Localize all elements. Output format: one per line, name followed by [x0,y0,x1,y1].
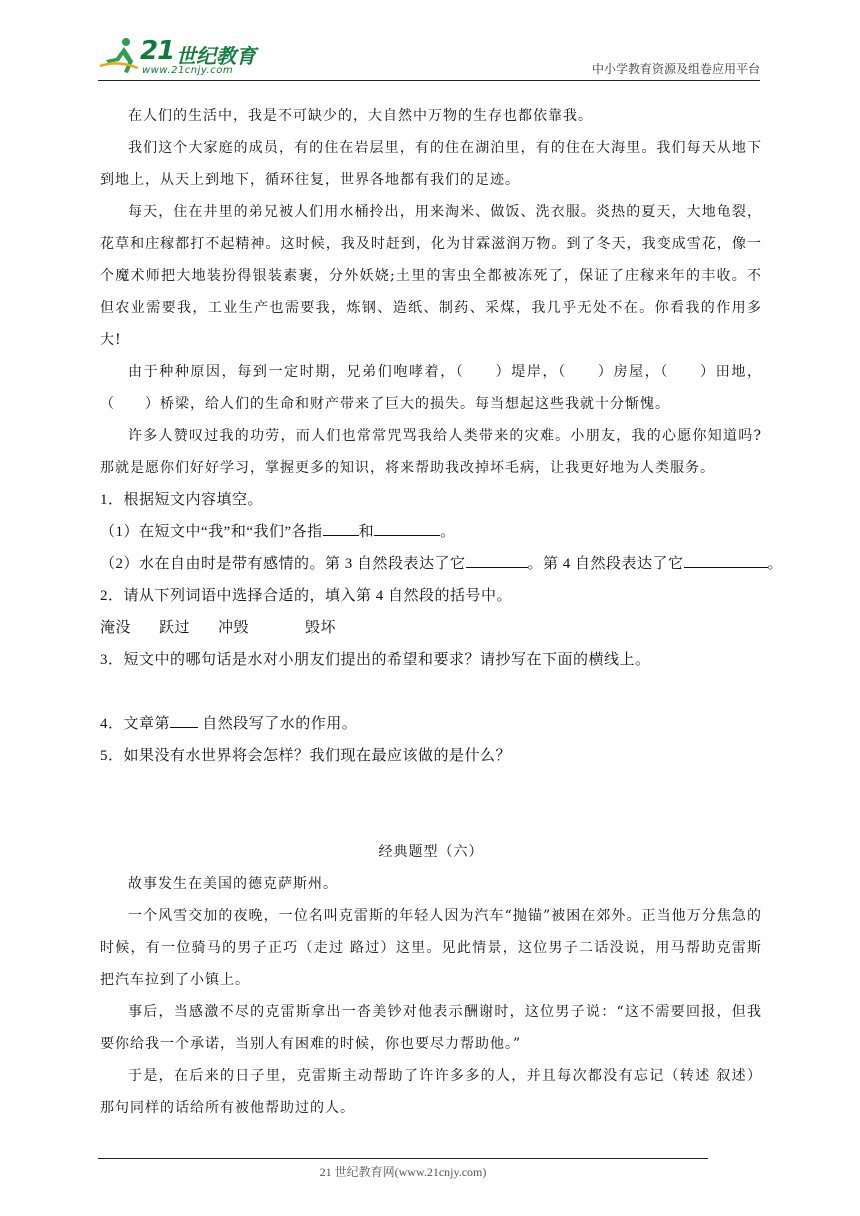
document-body [100,100,784,1124]
logo-url: www.21cnjy.com [142,65,234,76]
answer-blank[interactable] [466,553,528,568]
question-1-2-end: 。 [767,556,784,572]
answer-blank[interactable] [374,521,440,536]
passage-paragraph-2: 我们这个大家庭的成员，有的住在岩层里，有的住在湖泊里，有的住在大海里。我们每天从地下到地上，从天上到地下，循环往复，世界各地都有我们的足迹。 [100,140,762,188]
header-platform-text: 中小学教育资源及组卷应用平台 [591,62,760,76]
answer-blank[interactable] [170,713,198,728]
page-header [98,34,760,80]
question-1: 1．根据短文内容填空。 [100,492,264,508]
word-choices [100,612,762,644]
question-5: 5．如果没有水世界将会怎样？我们现在最应该做的是什么？ [100,748,512,764]
passage-paragraph-5: 许多人赞叹过我的功劳，而人们也常常咒骂我给人类带来的灾难。小朋友，我的心愿你知道吗?那就是愿你们好好学习，掌握更多的知识，将来帮助我改掉坏毛病，让我更好地为人类服务。 [100,428,762,476]
header-divider [98,80,760,81]
logo [98,34,268,80]
question-4-text: 4．文章第 [100,716,171,732]
logo-number: 21 [140,36,175,66]
passage-paragraph-3: 每天，住在井里的弟兄被人们用水桶拎出，用来淘米、做饭、洗衣服。炎热的夏天，大地龟裂，花草和庄稼都打不起精神。这时候，我及时赶到，化为甘霖滋润万物。到了冬天，我变成雪花，像一个魔术师把大地装扮得银装素裹，分外妖娆;土里的害虫全都被冻死了，保证了庄稼来年的丰收。不但农业需要我，工业生产也需要我，炼钢、造纸、制药、采煤，我几乎无处不在。你看我的作用多大! [100,204,762,348]
section-title: 经典题型（六） [378,844,484,860]
question-4 [100,708,762,740]
answer-space[interactable] [100,676,762,708]
question-3: 3．短文中的哪句话是水对小朋友们提出的希望和要求？请抄写在下面的横线上。 [100,652,651,668]
footer-divider [98,1158,708,1159]
question-2: 2．请从下列词语中选择合适的，填入第 4 自然段的括号中。 [100,588,513,604]
story-paragraph-4: 于是，在后来的日子里，克雷斯主动帮助了许许多多的人，并且每次都没有忘记（转述 叙述）那句同样的话给所有被他帮助过的人。 [100,1068,762,1116]
page-footer: 21 世纪教育网(www.21cnjy.com) [319,1165,487,1179]
section-spacer [100,772,762,836]
passage-paragraph-1: 在人们的生活中，我是不可缺少的，大自然中万物的生存也都依靠我。 [128,108,593,124]
question-1-2-mid: 。第 4 自然段表达了它 [527,556,684,572]
question-1-2 [100,548,784,580]
story-paragraph-2: 一个风雪交加的夜晚，一位名叫克雷斯的年轻人因为汽车“抛锚”被困在郊外。正当他万分焦急的时候，有一位骑马的男子正巧（走过 路过）这里。见此情景，这位男子二话没说，用马帮助克雷斯把汽车拉到了小镇上。 [100,908,762,988]
answer-blank[interactable] [684,553,768,568]
question-1-1 [100,516,762,548]
word-choice: 冲毁 [218,620,250,636]
answer-blank[interactable] [323,521,359,536]
logo-text: 世纪教育 [176,44,256,68]
runner-logo-icon [98,36,142,76]
story-paragraph-1: 故事发生在美国的德克萨斯州。 [128,876,338,892]
word-choice: 毁坏 [305,620,337,636]
passage-paragraph-4: 由于种种原因，每到一定时期，兄弟们咆哮着，（ ）堤岸，（ ）房屋，（ ）田地，（ ）桥梁，给人们的生命和财产带来了巨大的损失。每当想起这些我就十分惭愧。 [100,364,762,412]
word-choice: 跃过 [159,620,191,636]
question-1-2-text: （2）水在自由时是带有感情的。第 3 自然段表达了它 [100,556,466,572]
question-1-1-end: 。 [440,524,456,540]
question-1-1-text: （1）在短文中“我”和“我们”各指 [100,524,323,540]
story-paragraph-3: 事后，当感激不尽的克雷斯拿出一沓美钞对他表示酬谢时，这位男子说：“这不需要回报，但我要你给我一个承诺，当别人有困难的时候，你也要尽力帮助他。” [100,1004,762,1052]
question-4-end: 自然段写了水的作用。 [198,716,358,732]
question-1-1-and: 和 [358,524,375,540]
word-choice: 淹没 [100,620,132,636]
